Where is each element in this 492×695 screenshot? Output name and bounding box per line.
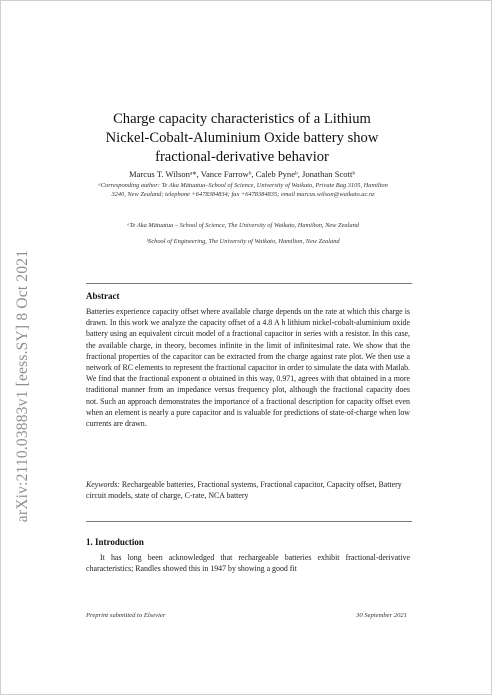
preprint-note: Preprint submitted to Elsevier <box>86 612 166 619</box>
affiliation-a: ᵃTe Aka Mātuatua – School of Science, The University of Waikato, Hamilton, New Zealand <box>127 222 359 229</box>
abstract-body: Batteries experience capacity offset where available charge depends on the rate at which this charge is drawn. In this work we analyze the capacity offset of a 4.8 A h lithium nickel-cobalt-aluminium oxide battery using an equivalent circuit model of a fractional capacitor in series with a resistor. In this case, the available charge, in theory, becomes infinite in the limit of infinitesimal rate. We show that the fractional properties of the capacitor can be extracted from the charge against rate plot. We then use a network of RC elements to represent the fractional capacitor in order to simulate the data with Matlab. We find that the fractional exponent α obtained in this way, 0.971, agrees with that obtained in a more traditional manner from an impedance versus frequency plot, although the fractional capacity does not. Such an approach demonstrates the importance of a fractional description for capacity offset even when an element is nearly a pure capacitor and is valuable for predictions of state-of-charge when low currents are drawn. <box>86 307 410 429</box>
section-heading-introduction: 1. Introduction <box>86 537 144 547</box>
paper-title: Charge capacity characteristics of a Lithium Nickel-Cobalt-Aluminium Oxide battery show fractional-derivative behavior <box>105 111 379 165</box>
author-list: Marcus T. Wilsonᵃ*, Vance Farrowᵇ, Caleb Pyneᵇ, Jonathan Scottᵇ <box>128 169 356 179</box>
corresponding-author-affiliation: ᵃCorresponding author: Te Aka Mātuatua–School of Science, University of Waikato, Private Bag 3105, Hamilton 3240, New Zealand; telephone +6478384834; fax +6478384835; email marcus.wilson@waikato.ac.nz <box>98 182 388 198</box>
keywords <box>86 479 410 501</box>
preprint-date: 30 September 2021 <box>356 612 407 619</box>
introduction-paragraph: It has long been acknowledged that rechargeable batteries exhibit fractional-derivative characteristics; Randles showed this in 1947 by showing a good fit <box>86 553 410 574</box>
keywords-text: Rechargeable batteries, Fractional systems, Fractional capacitor, Capacity offset, Battery circuit models, state of charge, C-rate, NCA battery <box>86 480 402 501</box>
arxiv-identifier-stamp: arXiv:2110.03883v1 [eess.SY] 8 Oct 2021 <box>14 249 31 523</box>
keywords-label: Keywords: <box>86 480 120 489</box>
abstract-top-rule <box>86 283 412 284</box>
abstract-bottom-rule <box>86 521 412 522</box>
affiliation-b: ᵇSchool of Engineering, The University of Waikato, Hamilton, New Zealand <box>146 238 340 245</box>
abstract-heading: Abstract <box>86 291 120 301</box>
